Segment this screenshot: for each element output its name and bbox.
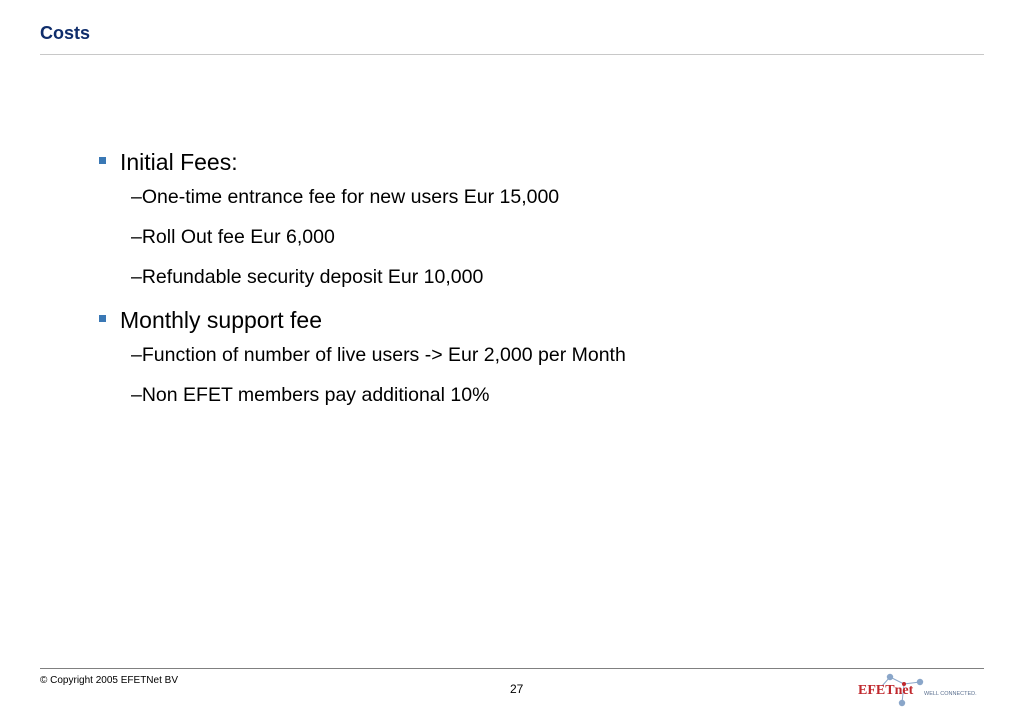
sub-item: –Function of number of live users -> Eur 2,000 per Month	[131, 344, 626, 366]
sub-item: –Refundable security deposit Eur 10,000	[131, 266, 484, 288]
efetnet-logo	[852, 672, 984, 708]
slide-content	[98, 147, 978, 423]
square-bullet-icon	[99, 315, 106, 322]
slide-title: Costs	[40, 23, 91, 43]
bullet-item	[98, 147, 978, 177]
bullet-heading: Initial Fees:	[120, 149, 238, 175]
sub-item: –One-time entrance fee for new users Eur 15,000	[131, 186, 560, 208]
footer-divider	[40, 668, 984, 669]
section-initial-fees	[98, 147, 978, 289]
sub-item: –Non EFET members pay additional 10%	[131, 384, 490, 406]
square-bullet-icon	[99, 157, 106, 164]
logo-wordmark: EFETnet	[858, 683, 914, 698]
sub-item: –Roll Out fee Eur 6,000	[131, 226, 335, 248]
bullet-heading: Monthly support fee	[120, 307, 323, 333]
section-monthly-support	[98, 305, 978, 407]
page-number: 27	[510, 682, 524, 696]
bullet-item	[98, 305, 978, 335]
title-divider	[40, 54, 984, 55]
logo-tagline: WELL CONNECTED.	[924, 691, 977, 697]
copyright-text: © Copyright 2005 EFETNet BV	[40, 675, 178, 686]
